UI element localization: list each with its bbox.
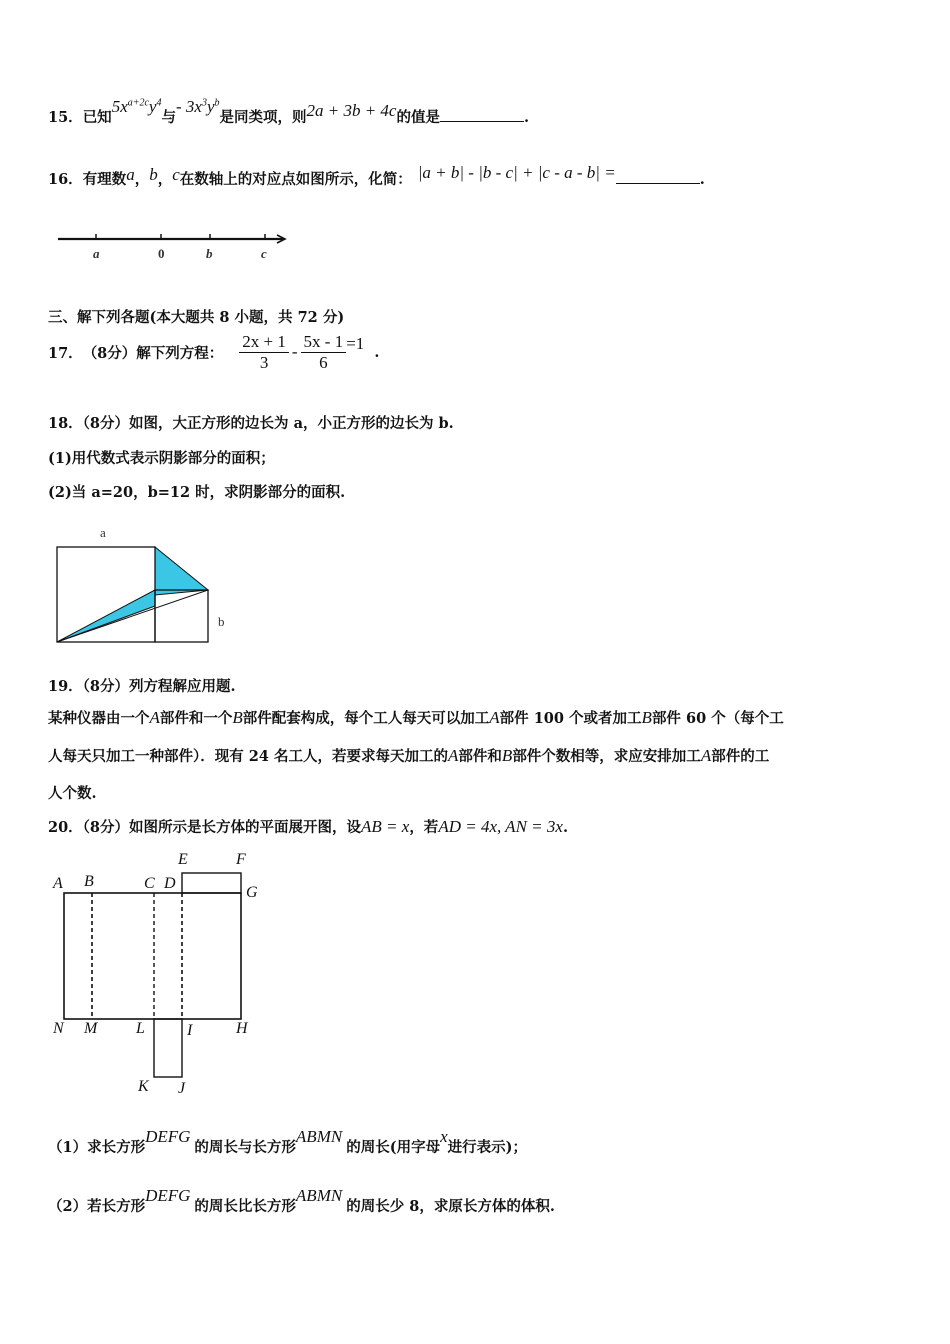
q17-period: .	[374, 343, 380, 361]
q20-p2-defg: DEFG	[145, 1186, 191, 1205]
q19-line-2	[48, 707, 784, 728]
q20-p2-text-1: （2）若长方形	[48, 1198, 146, 1215]
net-figure	[50, 845, 270, 1095]
question-17	[48, 330, 379, 374]
q19-l2-text-2: 部件和一个	[159, 710, 233, 727]
label-L: L	[136, 1020, 145, 1037]
q19-l3-text-4: 部件的工	[711, 748, 770, 765]
label-M: M	[84, 1020, 98, 1037]
label-E: E	[178, 851, 188, 868]
q15-text-1: 已知	[82, 109, 112, 126]
label-0: 0	[158, 246, 165, 261]
face-lkji	[154, 1019, 182, 1077]
q19-line-1: 19．（8分）列方程解应用题.	[48, 678, 236, 695]
q19-l2-text-1: 某种仪器由一个	[48, 710, 150, 727]
fig-label-b: b	[218, 614, 225, 629]
q16-var-b: b	[149, 165, 158, 184]
q19-l3-text-2: 部件和	[458, 748, 502, 765]
q17-minus: -	[291, 342, 298, 361]
q20-p1-defg: DEFG	[145, 1127, 191, 1146]
label-G: G	[246, 884, 258, 901]
q15-period: .	[523, 109, 530, 126]
q20-part-1	[48, 1127, 527, 1157]
q19-l3-var-b: B	[501, 746, 513, 765]
q16-var-c: c	[172, 165, 180, 184]
q20-p1-text-4: 进行表示)；	[447, 1139, 527, 1156]
q18-line-1: 18．（8分）如图，大正方形的边长为 a，小正方形的边长为 b.	[48, 415, 454, 432]
q15-expression: 2a + 3b + 4c	[306, 101, 397, 120]
q19-l2-text-3: 部件配套构成，每个工人每天可以加工	[242, 710, 490, 727]
q17-number: 17．	[48, 344, 83, 362]
q20-line-1	[48, 816, 568, 837]
face-defg	[182, 873, 241, 893]
q20-p1-text-3: 的周长(用字母	[346, 1139, 441, 1156]
q16-text-1: 有理数	[82, 171, 127, 188]
q20-p1-var-x: x	[440, 1127, 448, 1146]
q19-l2-text-5: 部件 60 个（每个工	[651, 710, 784, 727]
q20-p2-abmn: ABMN	[295, 1186, 343, 1205]
q15-monomial-2: - $3x^3y^b$	[175, 97, 220, 116]
fig-label-a: a	[100, 525, 106, 540]
large-square	[57, 547, 155, 642]
q20-p2-text-3: 的周长少 8，求原长方体的体积.	[346, 1198, 555, 1215]
q20-text-1: 20．（8分）如图所示是长方体的平面展开图，设	[48, 819, 362, 836]
q16-number: 16．	[48, 171, 83, 188]
q19-line-3	[48, 745, 769, 766]
q15-number: 15．	[48, 109, 83, 126]
label-B: B	[84, 873, 94, 890]
label-b: b	[206, 246, 213, 261]
q15-text-2: 与	[161, 109, 176, 126]
q17-equals-one: =1	[346, 334, 365, 353]
q17-fraction-2: $\frac{5x - 1}{6}$	[301, 332, 347, 373]
q19-l3-text-3: 部件个数相等，求应安排加工	[512, 748, 701, 765]
q19-line-4: 人个数.	[48, 785, 97, 802]
shaded-triangle-upper	[155, 547, 208, 595]
q16-var-a: a	[126, 165, 135, 184]
q19-l2-var-a2: A	[489, 708, 500, 727]
diagonal-line	[57, 590, 208, 642]
q19-l2-var-a1: A	[149, 708, 160, 727]
q20-p1-text-1: （1）求长方形	[48, 1139, 146, 1156]
label-K: K	[138, 1078, 149, 1095]
q20-expr-ab: AB = x	[361, 817, 410, 836]
q20-part-2	[48, 1186, 555, 1216]
q15-text-3: 是同类项，则	[219, 109, 307, 126]
squares-figure	[50, 520, 240, 650]
q18-line-3: (2)当 a=20，b=12 时，求阴影部分的面积.	[48, 484, 346, 501]
q16-sep-1: ，	[134, 171, 150, 188]
q15-answer-blank[interactable]	[440, 121, 524, 122]
q20-p1-text-2: 的周长与长方形	[194, 1139, 296, 1156]
label-I: I	[187, 1022, 193, 1039]
label-A: A	[53, 875, 63, 892]
q18-line-2: (1)用代数式表示阴影部分的面积；	[48, 450, 275, 467]
section-3-heading: 三、解下列各题(本大题共 8 小题，共 72 分)	[48, 309, 345, 326]
q20-p1-abmn: ABMN	[295, 1127, 343, 1146]
label-D: D	[164, 875, 176, 892]
q16-answer-blank[interactable]	[616, 183, 700, 184]
q20-period: .	[562, 819, 568, 836]
question-15	[48, 97, 530, 127]
q15-text-4: 的值是	[396, 109, 440, 126]
shaded-triangle-lower	[57, 590, 155, 642]
q19-l3-text-1: 人每天只加工一种部件）．现有 24 名工人，若要求每天加工的	[48, 748, 449, 765]
face-main	[64, 893, 241, 1019]
label-N: N	[53, 1020, 64, 1037]
q15-monomial-1: $5x^{a+2c}y^4$	[111, 97, 162, 116]
q16-period: .	[699, 171, 705, 188]
q17-fraction-1: $\frac{2x + 1}{3}$	[239, 332, 289, 373]
number-line-figure	[55, 228, 295, 268]
q17-text: （8分）解下列方程：	[82, 344, 224, 362]
label-H: H	[236, 1020, 248, 1037]
q19-l3-var-a: A	[448, 746, 459, 765]
q20-expr-ad-an: AD = 4x, AN = 3x	[438, 817, 563, 836]
label-c: c	[261, 246, 267, 261]
small-square	[155, 590, 208, 642]
label-a: a	[93, 246, 100, 261]
q16-expression: |a + b| - |b - c| + |c - a - b| =	[417, 163, 616, 182]
question-16	[48, 163, 705, 189]
q19-l3-var-a2: A	[700, 746, 712, 765]
q20-p2-text-2: 的周长比长方形	[194, 1198, 296, 1215]
q19-l2-var-b1: B	[232, 708, 243, 727]
label-J: J	[178, 1080, 186, 1095]
q19-l2-var-b2: B	[641, 708, 652, 727]
label-F: F	[236, 851, 246, 868]
q16-text-2: 在数轴上的对应点如图所示，化简：	[179, 171, 412, 188]
q19-l2-text-4: 部件 100 个或者加工	[499, 710, 642, 727]
q16-sep-2: ，	[157, 171, 173, 188]
label-C: C	[144, 875, 155, 892]
q20-text-2: ，若	[409, 819, 439, 836]
